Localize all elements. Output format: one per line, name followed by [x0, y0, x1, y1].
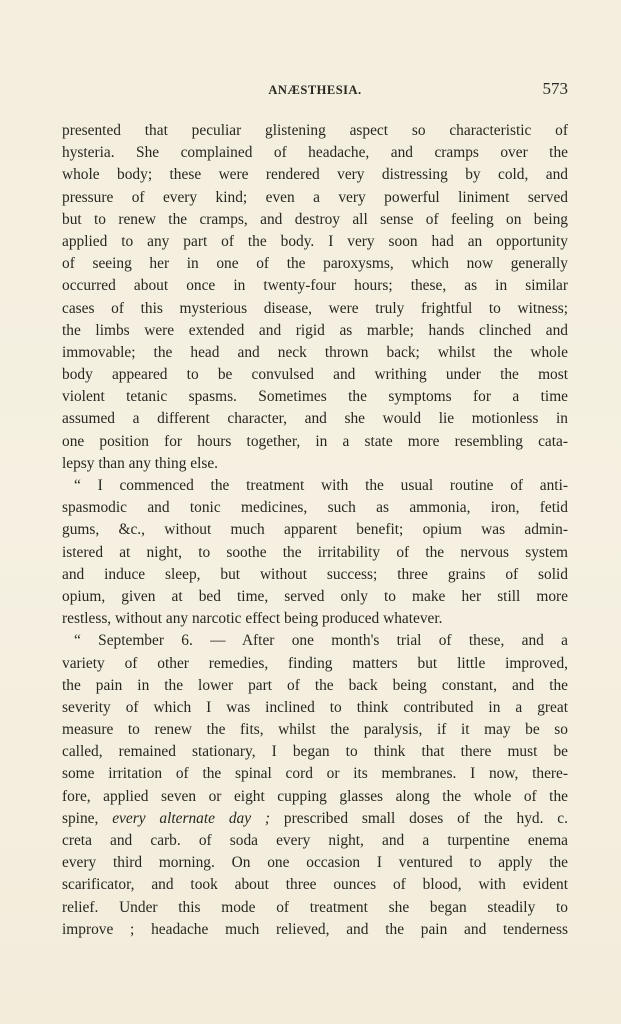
text-line: hysteria. She complained of headache, and cramps over the — [62, 144, 568, 162]
text-line: whole body; these were rendered very distressing by cold, and — [62, 166, 568, 184]
text-line: “ I commenced the treatment with the usual routine of anti- — [74, 477, 568, 494]
text-line: “ September 6. — After one month's trial of these, and a — [74, 632, 568, 650]
text-line: violent tetanic spasms. Sometimes the symptoms for a time — [62, 388, 568, 406]
text-line: severity of which I was inclined to think contributed in a great — [62, 698, 568, 716]
text-line: some irritation of the spinal cord or its membranes. I now, there- — [62, 765, 568, 783]
text-line: opium, given at bed time, served only to make her still more — [62, 587, 568, 605]
text-run: spine, — [62, 809, 99, 827]
body-text — [62, 120, 568, 941]
text-line: lepsy than any thing else. — [62, 454, 219, 472]
page-header — [62, 79, 568, 103]
text-line: fore, applied seven or eight cupping glasses along the whole of the — [62, 787, 568, 805]
text-run: prescribed small doses of the hyd. c. — [283, 809, 568, 827]
text-line: every third morning. On one occasion I ventured to apply the — [62, 854, 568, 872]
italic-text-run: every alternate day ; — [112, 809, 271, 827]
text-line: istered at night, to soothe the irritability of the nervous system — [62, 543, 568, 561]
text-line: improve ; headache much relieved, and the pain and tenderness — [62, 920, 568, 938]
text-line-mixed — [62, 808, 568, 830]
text-line: called, remained stationary, I began to think that there must be — [62, 743, 568, 761]
page-number: 573 — [542, 79, 568, 98]
text-line: applied to any part of the body. I very soon had an opportunity — [62, 232, 568, 250]
text-line: scarificator, and took about three ounces of blood, with evident — [62, 876, 568, 894]
text-line: and induce sleep, but without success; three grains of solid — [62, 565, 568, 583]
running-head: ANÆSTHESIA. — [268, 83, 362, 97]
text-line: gums, &c., without much apparent benefit; opium was admin- — [62, 521, 568, 539]
text-line: variety of other remedies, finding matters but little improved, — [62, 654, 568, 672]
text-line: body appeared to be convulsed and writhing under the most — [62, 366, 568, 384]
text-line: but to renew the cramps, and destroy all sense of feeling on being — [62, 210, 568, 228]
text-line: relief. Under this mode of treatment she began steadily to — [62, 898, 568, 916]
text-line: assumed a different character, and she would lie motionless in — [62, 410, 568, 428]
text-line: spasmodic and tonic medicines, such as ammonia, iron, fetid — [62, 499, 568, 517]
text-line: immovable; the head and neck thrown back; whilst the whole — [62, 343, 568, 361]
text-line: creta and carb. of soda every night, and a turpentine enema — [62, 832, 568, 849]
text-line: occurred about once in twenty-four hours; these, as in similar — [62, 277, 568, 295]
text-line: restless, without any narcotic effect being produced whatever. — [62, 610, 443, 628]
text-line: the limbs were extended and rigid as marble; hands clinched and — [62, 321, 568, 339]
text-line: pressure of every kind; even a very powerful liniment served — [62, 188, 568, 206]
text-line: presented that peculiar glistening aspect so characteristic of — [62, 122, 568, 139]
text-line: cases of this mysterious disease, were truly frightful to witness; — [62, 299, 568, 317]
text-line: the pain in the lower part of the back being constant, and the — [62, 676, 568, 694]
text-line: measure to renew the fits, whilst the paralysis, if it may be so — [62, 721, 568, 739]
text-line: one position for hours together, in a state more resembling cata- — [62, 432, 568, 450]
text-line: of seeing her in one of the paroxysms, which now generally — [62, 255, 568, 273]
